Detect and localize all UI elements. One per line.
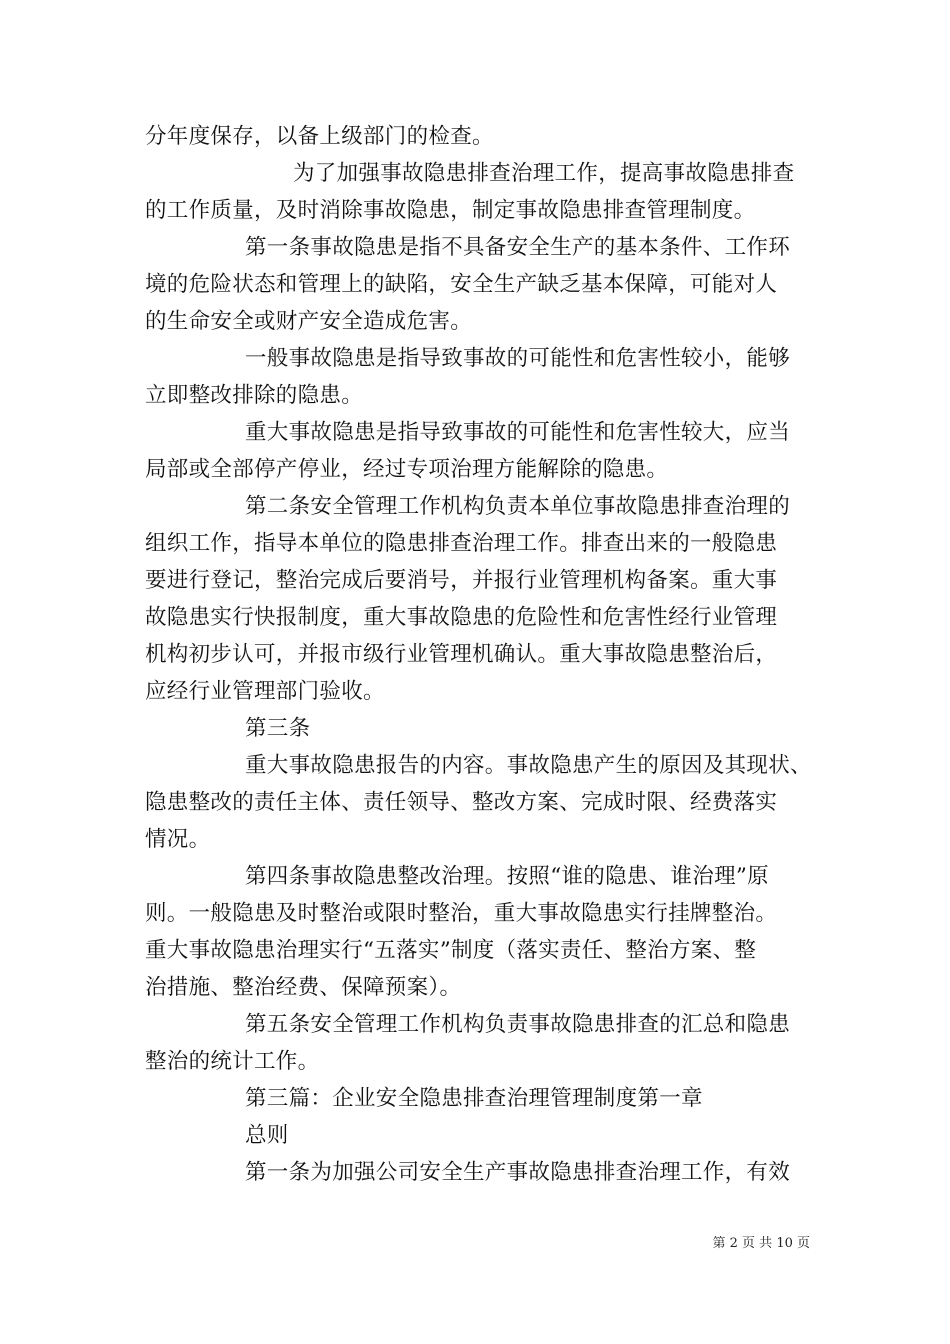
text-line: 隐患整改的责任主体、责任领导、整改方案、完成时限、经费落实 — [145, 790, 778, 815]
page-number-footer: 第 2 页 共 10 页 — [712, 1236, 810, 1251]
text-line: 第一条事故隐患是指不具备安全生产的基本条件、工作环 — [245, 235, 791, 260]
text-line: 故隐患实行快报制度，重大事故隐患的危险性和危害性经行业管理 — [145, 605, 778, 630]
text-line: 分年度保存，以备上级部门的检查。 — [145, 124, 494, 149]
text-line: 的工作质量，及时消除事故隐患，制定事故隐患排查管理制度。 — [145, 198, 756, 223]
text-line: 第四条事故隐患整改治理。按照“谁的隐患、谁治理”原 — [245, 864, 769, 889]
text-line: 重大事故隐患治理实行“五落实”制度（落实责任、整治方案、整 — [145, 938, 757, 963]
text-line: 为了加强事故隐患排查治理工作，提高事故隐患排查 — [293, 161, 795, 186]
text-line: 要进行登记，整治完成后要消号，并报行业管理机构备案。重大事 — [145, 568, 778, 593]
text-line: 境的危险状态和管理上的缺陷，安全生产缺乏基本保障，可能对人 — [145, 272, 778, 297]
text-line: 局部或全部停产停业，经过专项治理方能解除的隐患。 — [145, 457, 669, 482]
text-line: 情况。 — [145, 827, 211, 852]
text-line: 的生命安全或财产安全造成危害。 — [145, 309, 473, 334]
text-line: 则。一般隐患及时整治或限时整治，重大事故隐患实行挂牌整治。 — [145, 901, 778, 926]
text-line: 应经行业管理部门验收。 — [145, 679, 385, 704]
section-heading: 总则 — [245, 1123, 289, 1148]
text-line: 立即整改排除的隐患。 — [145, 383, 364, 408]
text-line: 治措施、整治经费、保障预案）。 — [145, 975, 462, 1000]
section-heading: 第三篇：企业安全隐患排查治理管理制度第一章 — [245, 1086, 703, 1111]
text-line: 机构初步认可，并报市级行业管理机确认。重大事故隐患整治后， — [145, 642, 778, 667]
text-line: 重大事故隐患报告的内容。事故隐患产生的原因及其现状、 — [245, 753, 812, 778]
text-line: 第二条安全管理工作机构负责本单位事故隐患排查治理的 — [245, 494, 791, 519]
text-line: 整治的统计工作。 — [145, 1049, 320, 1074]
body-text — [145, 118, 810, 1191]
text-line: 第一条为加强公司安全生产事故隐患排查治理工作，有效 — [245, 1160, 791, 1185]
text-line: 第五条安全管理工作机构负责事故隐患排查的汇总和隐患 — [245, 1012, 791, 1037]
text-line: 一般事故隐患是指导致事故的可能性和危害性较小，能够 — [245, 346, 791, 371]
text-line: 重大事故隐患是指导致事故的可能性和危害性较大，应当 — [245, 420, 791, 445]
text-line: 组织工作，指导本单位的隐患排查治理工作。排查出来的一般隐患 — [145, 531, 778, 556]
text-line: 第三条 — [245, 716, 311, 741]
